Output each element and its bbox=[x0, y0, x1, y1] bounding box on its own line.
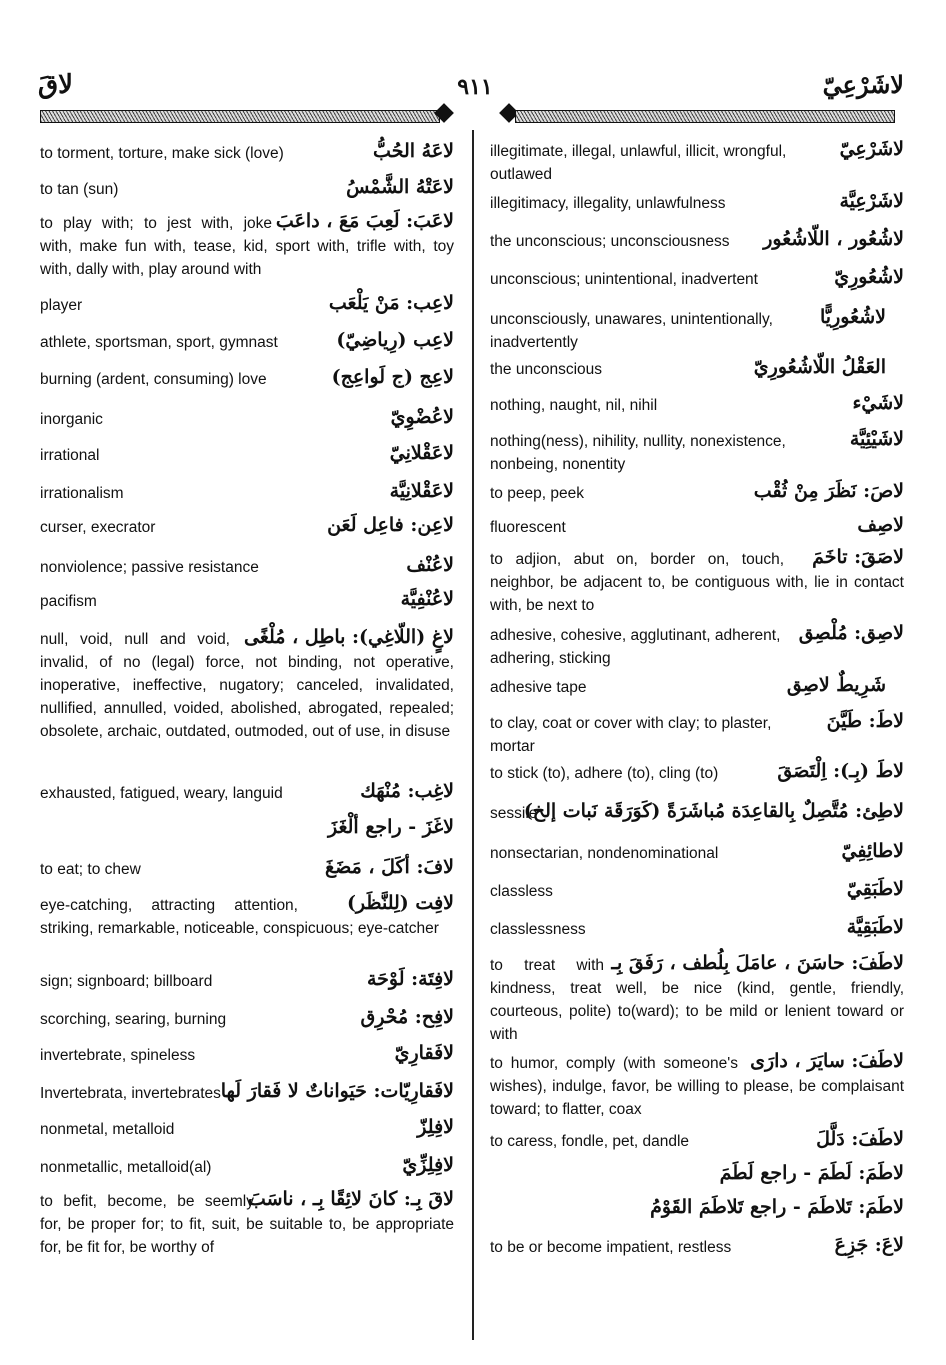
dictionary-entry bbox=[490, 914, 904, 941]
dictionary-entry bbox=[490, 544, 904, 617]
dictionary-entry bbox=[40, 290, 454, 317]
arabic-headword: لاطائِفِيّ bbox=[841, 840, 904, 862]
dictionary-entry bbox=[490, 950, 904, 1046]
dictionary-entry bbox=[40, 440, 454, 467]
english-definition-text: eye-catching, attracting attention, striking, remarkable, noticeable, conspicuous; eye-catcher bbox=[40, 897, 439, 937]
english-definition-text: adhesive, cohesive, agglutinant, adherent, adhering, sticking bbox=[490, 627, 781, 667]
arabic-headword: لاقَ بِـ: كانَ لائِقًا بِـ ، ناسَبَ bbox=[247, 1188, 454, 1210]
dictionary-entry bbox=[40, 478, 454, 505]
arabic-headword: لاعِج (ج لَواعِج) bbox=[331, 366, 454, 388]
dictionary-entry bbox=[40, 624, 454, 743]
arabic-headword: لاعَقْلانِيَّة bbox=[389, 480, 454, 502]
english-definition: Invertebrata, invertebrates bbox=[40, 1085, 221, 1102]
dictionary-entry bbox=[490, 708, 904, 758]
english-definition-text: to clay, coat or cover with clay; to plaster, mortar bbox=[490, 715, 772, 755]
arabic-headword: لاشَرْعِيّ bbox=[839, 138, 904, 160]
arabic-headword: لافِلِزِّيّ bbox=[402, 1154, 454, 1176]
dictionary-entry bbox=[490, 838, 904, 865]
english-definition: nonmetallic, metalloid(al) bbox=[40, 1159, 212, 1176]
dictionary-entry bbox=[490, 478, 904, 505]
dictionary-entry bbox=[40, 208, 454, 281]
arabic-headword: لاطَفَ: دَلَّلَ bbox=[816, 1128, 904, 1150]
english-definition bbox=[490, 430, 904, 476]
english-definition: to eat; to chew bbox=[40, 861, 141, 878]
arabic-headword: لاصَ: نَظَرَ مِنْ ثُقْب bbox=[753, 480, 904, 502]
arabic-headword: لاطَمَ: تَلاطَمَ - راجع تَلاطَمَ القَوْمُ bbox=[650, 1196, 904, 1218]
dictionary-entry bbox=[40, 854, 454, 881]
english-definition: nonsectarian, nondenominational bbox=[490, 845, 719, 862]
dictionary-entry bbox=[490, 620, 904, 670]
english-definition: fluorescent bbox=[490, 519, 566, 536]
dictionary-entry bbox=[490, 390, 904, 417]
english-definition-text: null, void, null and void, invalid, of no (legal) force, not binding, not operative, inoperative, ineffective, nugatory; canceled, invalidated, nullified, annulled, voided, abolished, abrogated, repealed; obsolete, archaic, outdated, outmoded, out of use, in disuse bbox=[40, 631, 454, 740]
english-definition: classless bbox=[490, 883, 553, 900]
arabic-headword: لاعَ: جَزِعَ bbox=[834, 1234, 904, 1256]
arabic-headword: لاشُعُورِيّ bbox=[834, 266, 904, 288]
dictionary-entry bbox=[490, 304, 904, 354]
arabic-headword: لاعِب (رِياضِيّ) bbox=[336, 329, 454, 351]
header-right-word: لاشَرْعِيّ bbox=[822, 70, 904, 99]
arabic-headword: لافَقارِيّات: حَيَواناتٌ لا فَقارَ لَها bbox=[220, 1080, 454, 1102]
arabic-headword: لاطَمَ: لَطَمَ - راجع لَطَمَ bbox=[719, 1162, 904, 1184]
arabic-headword: لاعُضْوِيّ bbox=[390, 406, 454, 428]
arabic-headword: لاعَقْلانِيّ bbox=[389, 442, 454, 464]
dictionary-entry bbox=[40, 174, 454, 201]
english-definition: athlete, sportsman, sport, gymnast bbox=[40, 334, 278, 351]
dictionary-entry bbox=[40, 512, 454, 539]
dictionary-entry bbox=[490, 188, 904, 215]
dictionary-entry bbox=[40, 1004, 454, 1031]
arabic-headword: العَقْلُ اللّاشُعُورِيّ bbox=[753, 356, 886, 378]
dictionary-entry bbox=[40, 1114, 454, 1141]
dictionary-entry bbox=[490, 672, 904, 699]
english-definition-text: nothing(ness), nihility, nullity, nonexistence, nonbeing, nonentity bbox=[490, 433, 786, 473]
dictionary-entry bbox=[490, 226, 904, 253]
dictionary-entry bbox=[490, 512, 904, 539]
dictionary-entry bbox=[490, 136, 904, 186]
dictionary-entry bbox=[40, 778, 454, 805]
arabic-headword: لاشَرْعِيَّة bbox=[839, 190, 904, 212]
english-definition-text: to humor, comply (with someone's wishes), indulge, favor, be willing to please, be complaisant toward; to flatter, coax bbox=[490, 1055, 904, 1118]
arabic-headword: لاعَتْهُ الشَّمْسُ bbox=[346, 176, 454, 198]
dictionary-entry bbox=[40, 364, 454, 391]
english-definition-text: illegitimate, illegal, unlawful, illicit, wrongful, outlawed bbox=[490, 143, 787, 183]
english-definition: sign; signboard; billboard bbox=[40, 973, 213, 990]
arabic-headword: لاطَفَ: حاسَنَ ، عامَلَ بِلُطف ، رَفَقَ بِـ bbox=[611, 952, 904, 974]
dictionary-entry bbox=[490, 876, 904, 903]
arabic-headword: لاغِب: مُنْهَك bbox=[360, 780, 454, 802]
dictionary-entry bbox=[40, 814, 454, 840]
english-definition: burning (ardent, consuming) love bbox=[40, 371, 267, 388]
header-left-word: لاقَ bbox=[38, 70, 74, 100]
english-definition: inorganic bbox=[40, 411, 103, 428]
dictionary-entry bbox=[40, 1040, 454, 1067]
arabic-headword: لاصِف bbox=[857, 514, 904, 536]
arabic-headword: لافِت (لِلنَّظَر) bbox=[346, 892, 454, 914]
dictionary-entry bbox=[40, 890, 454, 940]
arabic-headword: لاشُعُور ، اللّاشُعُور bbox=[763, 228, 904, 250]
english-definition: nothing, naught, nil, nihil bbox=[490, 397, 658, 414]
english-definition-text: to adjion, abut on, border on, touch, neighbor, be adjacent to, be contiguous with, lie in contact with, be next to bbox=[490, 551, 904, 614]
english-definition: to peep, peek bbox=[490, 485, 584, 502]
english-definition: to caress, fondle, pet, dandle bbox=[490, 1133, 690, 1150]
arabic-headword: لافَ: أكَلَ ، مَضَغَ bbox=[324, 856, 454, 878]
dictionary-entry bbox=[490, 1126, 904, 1153]
english-definition: nonviolence; passive resistance bbox=[40, 559, 259, 576]
arabic-headword: لاشَيْء bbox=[852, 392, 904, 414]
arabic-headword: لاعِن: فاعِل لَعَن bbox=[327, 514, 454, 536]
arabic-headword: لاعُنْفِيَّة bbox=[400, 588, 454, 610]
arabic-headword: لافِح: مُحْرِق bbox=[360, 1006, 454, 1028]
english-definition: adhesive tape bbox=[490, 679, 587, 696]
arabic-headword: لاطَبَقِيَّة bbox=[846, 916, 904, 938]
english-definition: to stick (to), adhere (to), cling (to) bbox=[490, 765, 719, 782]
arabic-headword: لاعِب: مَنْ يَلْعَب bbox=[328, 292, 454, 314]
english-definition-text: to treat with kindness, treat well, be nice (kind, gentle, friendly, courteous, polite) to(ward); to be mild or lenient toward or with bbox=[490, 957, 904, 1043]
dictionary-entry bbox=[40, 1078, 454, 1105]
dictionary-entry bbox=[40, 552, 454, 579]
english-definition: scorching, searing, burning bbox=[40, 1011, 227, 1028]
arabic-headword: لافِلِزّ bbox=[417, 1116, 454, 1138]
dictionary-entry bbox=[490, 426, 904, 476]
arabic-headword: لاغٍ (اللّاغِي): باطِل ، مُلْغًى bbox=[244, 626, 454, 648]
english-definition: irrational bbox=[40, 447, 100, 464]
english-definition: nonmetal, metalloid bbox=[40, 1121, 175, 1138]
arabic-headword: لافَقارِيّ bbox=[394, 1042, 454, 1064]
dictionary-entry bbox=[40, 138, 454, 165]
english-definition: player bbox=[40, 297, 83, 314]
dictionary-entry bbox=[40, 327, 454, 354]
english-definition: classlessness bbox=[490, 921, 586, 938]
english-definition: pacifism bbox=[40, 593, 97, 610]
dictionary-entry bbox=[40, 966, 454, 993]
arabic-headword: لاطَ (بِـ): اِلْتَصَقَ bbox=[777, 760, 904, 782]
arabic-headword: لاشُعُورِيًّا bbox=[820, 306, 886, 328]
dictionary-entry bbox=[490, 798, 904, 825]
arabic-headword: لاصِق: مُلْصِق bbox=[798, 622, 904, 644]
arabic-headword: لاطَبَقِيّ bbox=[846, 878, 904, 900]
english-definition: the unconscious; unconsciousness bbox=[490, 233, 730, 250]
english-definition: curser, execrator bbox=[40, 519, 156, 536]
english-definition: to torment, torture, make sick (love) bbox=[40, 145, 284, 162]
arabic-headword: لاعَبَ: لَعِبَ مَعَ ، داعَبَ bbox=[275, 210, 454, 232]
header-band-right bbox=[515, 110, 895, 123]
arabic-headword: لاصَقَ: تاخَمَ bbox=[812, 546, 904, 568]
dictionary-entry bbox=[490, 1194, 904, 1220]
page-number: ٩١١ bbox=[457, 74, 493, 100]
dictionary-entry bbox=[40, 1186, 454, 1259]
arabic-headword: لاغَزَ - راجع ألْغَزَ bbox=[327, 816, 454, 838]
english-definition: sessile bbox=[490, 805, 538, 822]
dictionary-entry bbox=[490, 354, 904, 381]
arabic-headword: لاعَهُ الحُبُّ bbox=[373, 140, 454, 162]
english-definition: illegitimacy, illegality, unlawfulness bbox=[490, 195, 726, 212]
arabic-headword: لاشَيْئِيَّة bbox=[849, 428, 904, 450]
english-definition: to be or become impatient, restless bbox=[490, 1239, 732, 1256]
english-definition-text: to befit, become, be seemly for, be proper for; to fit, suit, be suitable to, be appropriate for, be fit for, be worthy of bbox=[40, 1193, 454, 1256]
arabic-headword: لاطَ: طَيَّنَ bbox=[826, 710, 904, 732]
english-definition-text: to play with; to jest with, joke with, make fun with, tease, kid, sport with, trifle with, toy with, dally with, play around with bbox=[40, 215, 454, 278]
arabic-headword: لاعُنْف bbox=[406, 554, 454, 576]
arabic-headword: لافِتَة: لَوْحَة bbox=[366, 968, 454, 990]
dictionary-entry bbox=[490, 1160, 904, 1186]
english-definition-text: unconsciously, unawares, unintentionally, inadvertently bbox=[490, 311, 773, 351]
dictionary-entry bbox=[40, 586, 454, 613]
english-definition: irrationalism bbox=[40, 485, 124, 502]
header-band-left bbox=[40, 110, 440, 123]
english-definition: unconscious; unintentional, inadvertent bbox=[490, 271, 758, 288]
english-definition: the unconscious bbox=[490, 361, 603, 378]
dictionary-entry bbox=[490, 1232, 904, 1259]
column-divider bbox=[472, 130, 474, 1340]
arabic-headword: لاطِئ: مُتَّصِلٌ بِالقاعِدَة مُباشَرَةً (كَوَرَقَة نَبات إلخ) bbox=[523, 800, 904, 822]
english-definition: exhausted, fatigued, weary, languid bbox=[40, 785, 283, 802]
arabic-headword: لاطَفَ: سايَرَ ، دارَى bbox=[750, 1050, 904, 1072]
dictionary-entry bbox=[490, 1048, 904, 1121]
dictionary-entry bbox=[490, 758, 904, 785]
english-definition: to tan (sun) bbox=[40, 181, 119, 198]
english-definition: invertebrate, spineless bbox=[40, 1047, 196, 1064]
arabic-headword: شَرِيطٌ لاصِق bbox=[786, 674, 886, 696]
dictionary-entry bbox=[490, 264, 904, 291]
dictionary-entry bbox=[40, 1152, 454, 1179]
dictionary-entry bbox=[40, 404, 454, 431]
